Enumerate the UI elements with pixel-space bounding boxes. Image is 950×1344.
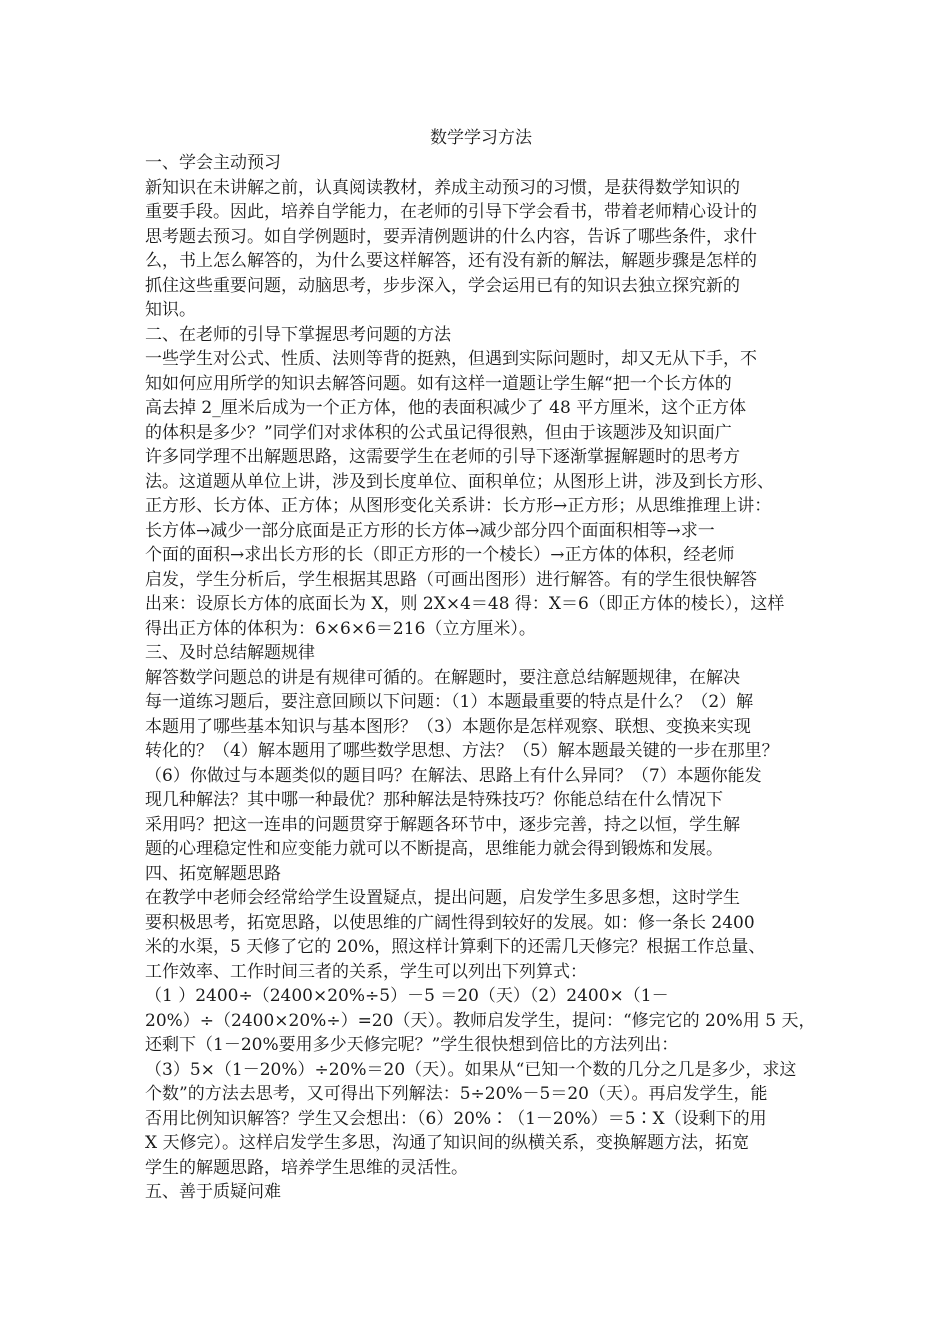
paragraph-line: （6）你做过与本题类似的题目吗？在解法、思路上有什么异同？（7）本题你能发 [145,765,762,786]
paragraph-line: 新知识在未讲解之前，认真阅读教材，养成主动预习的习惯，是获得数学知识的 [145,177,740,198]
paragraph-line: 还剩下（1－20%要用多少天修完呢？”学生很快想到倍比的方法列出： [145,1035,679,1055]
section-heading: 二、在老师的引导下掌握思考问题的方法 [145,324,451,345]
paragraph-line: （1 ）2400÷（2400×20%÷5）－5 ＝20（天）（2）2400×（1－ [145,986,669,1006]
section-heading: 一、学会主动预习 [145,153,281,173]
paragraph-line: 学生的解题思路，培养学生思维的灵活性。 [145,1157,468,1178]
paragraph-line: 知如何应用所学的知识去解答问题。如有这样一道题让学生解“把一个长方体的 [145,373,732,394]
paragraph-line: 高去掉 2_厘米后成为一个正方体，他的表面积减少了 48 平方厘米，这个正方体 [145,398,747,418]
section-paragraph [145,347,817,641]
paragraph-line: 的体积是多少？”同学们对求体积的公式虽记得很熟，但由于该题涉及知识面广 [145,422,732,443]
document-title: 数学学习方法 [430,128,532,148]
paragraph-line: 思考题去预习。如自学例题时，要弄清例题讲的什么内容，告诉了哪些条件，求什 [145,226,757,247]
section-heading: 三、及时总结解题规律 [145,643,315,663]
paragraph-line: （3）5×（1－20%）÷20%＝20（天）。如果从“已知一个数的几分之几是多少，求这 [145,1059,797,1080]
paragraph-line: 米的水渠，5 天修了它的 20%，照这样计算剩下的还需几天修完？根据工作总量、 [145,937,766,957]
paragraph-line: 得出正方体的体积为：6×6×6＝216（立方厘米）。 [145,618,536,639]
paragraph-line: 么，书上怎么解答的，为什么要这样解答，还有没有新的解法，解题步骤是怎样的 [145,251,757,271]
paragraph-line: 抓住这些重要问题，动脑思考，步步深入，学会运用已有的知识去独立探究新的 [145,275,740,296]
paragraph-line: 启发，学生分析后，学生根据其思路（可画出图形）进行解答。有的学生很快解答 [145,569,757,590]
paragraph-line: 在教学中老师会经常给学生设置疑点，提出问题，启发学生多思多想，这时学生 [145,888,740,908]
paragraph-line: 许多同学理不出解题思路，这需要学生在老师的引导下逐渐掌握解题时的思考方 [145,447,740,467]
section-paragraph [145,886,817,1180]
paragraph-line: 法。这道题从单位上讲，涉及到长度单位、面积单位；从图形上讲，涉及到长方形、 [145,471,774,492]
section-heading: 四、拓宽解题思路 [145,863,281,884]
paragraph-line: 转化的？（4）解本题用了哪些数学思想、方法？（5）解本题最关键的一步在那里？ [145,741,779,761]
section-paragraph [145,176,817,323]
paragraph-line: 出来：设原长方体的底面长为 X，则 2X×4＝48 得：X＝6（即正方体的棱长），这样 [145,594,785,614]
paragraph-line: 本题用了哪些基本知识与基本图形？（3）本题你是怎样观察、联想、变换来实现 [145,716,751,737]
paragraph-line: 一些学生对公式、性质、法则等背的挺熟，但遇到实际问题时，却又无从下手，不 [145,349,757,369]
paragraph-line: 个面的面积→求出长方形的长（即正方形的一个棱长）→正方体的体积，经老师 [145,545,735,565]
section-heading: 五、善于质疑问难 [145,1182,281,1202]
paragraph-line: 解答数学问题总的讲是有规律可循的。在解题时，要注意总结解题规律，在解决 [145,667,740,688]
document-body [145,151,817,1205]
paragraph-line: 每一道练习题后，要注意回顾以下问题：（1）本题最重要的特点是什么？（2）解 [145,692,754,712]
paragraph-line: 长方体→减少一部分底面是正方形的长方体→减少部分四个面面积相等→求一 [145,520,715,541]
paragraph-line: 重要手段。因此，培养自学能力，在老师的引导下学会看书，带着老师精心设计的 [145,202,757,222]
paragraph-line: 现几种解法？其中哪一种最优？那种解法是特殊技巧？你能总结在什么情况下 [145,790,723,810]
paragraph-line: 题的心理稳定性和应变能力就可以不断提高，思维能力就会得到锻炼和发展。 [145,839,723,859]
paragraph-line: 否用比例知识解答？学生又会想出：（6）20%∶（1－20%）＝5∶X（设剩下的用 [145,1108,767,1129]
paragraph-line: 20%）÷（2400×20%÷）=20（天）。教师启发学生，提问：“修完它的 20%用 5 天， [145,1010,816,1031]
section-paragraph [145,666,817,862]
paragraph-line: X 天修完）。这样启发学生多思，沟通了知识间的纵横关系，变换解题方法，拓宽 [145,1133,750,1153]
paragraph-line: 采用吗？把这一连串的问题贯穿于解题各环节中，逐步完善，持之以恒，学生解 [145,814,740,835]
paragraph-line: 个数”的方法去思考，又可得出下列解法：5÷20%－5＝20（天）。再启发学生，能 [145,1084,768,1104]
paragraph-line: 工作效率、工作时间三者的关系，学生可以列出下列算式： [145,961,587,982]
document-page [145,126,817,1205]
paragraph-line: 要积极思考，拓宽思路，以使思维的广阔性得到较好的发展。如：修一条长 2400 [145,912,755,933]
paragraph-line: 知识。 [145,300,196,320]
paragraph-line: 正方形、长方体、正方体；从图形变化关系讲：长方形→正方形；从思维推理上讲： [145,496,772,516]
